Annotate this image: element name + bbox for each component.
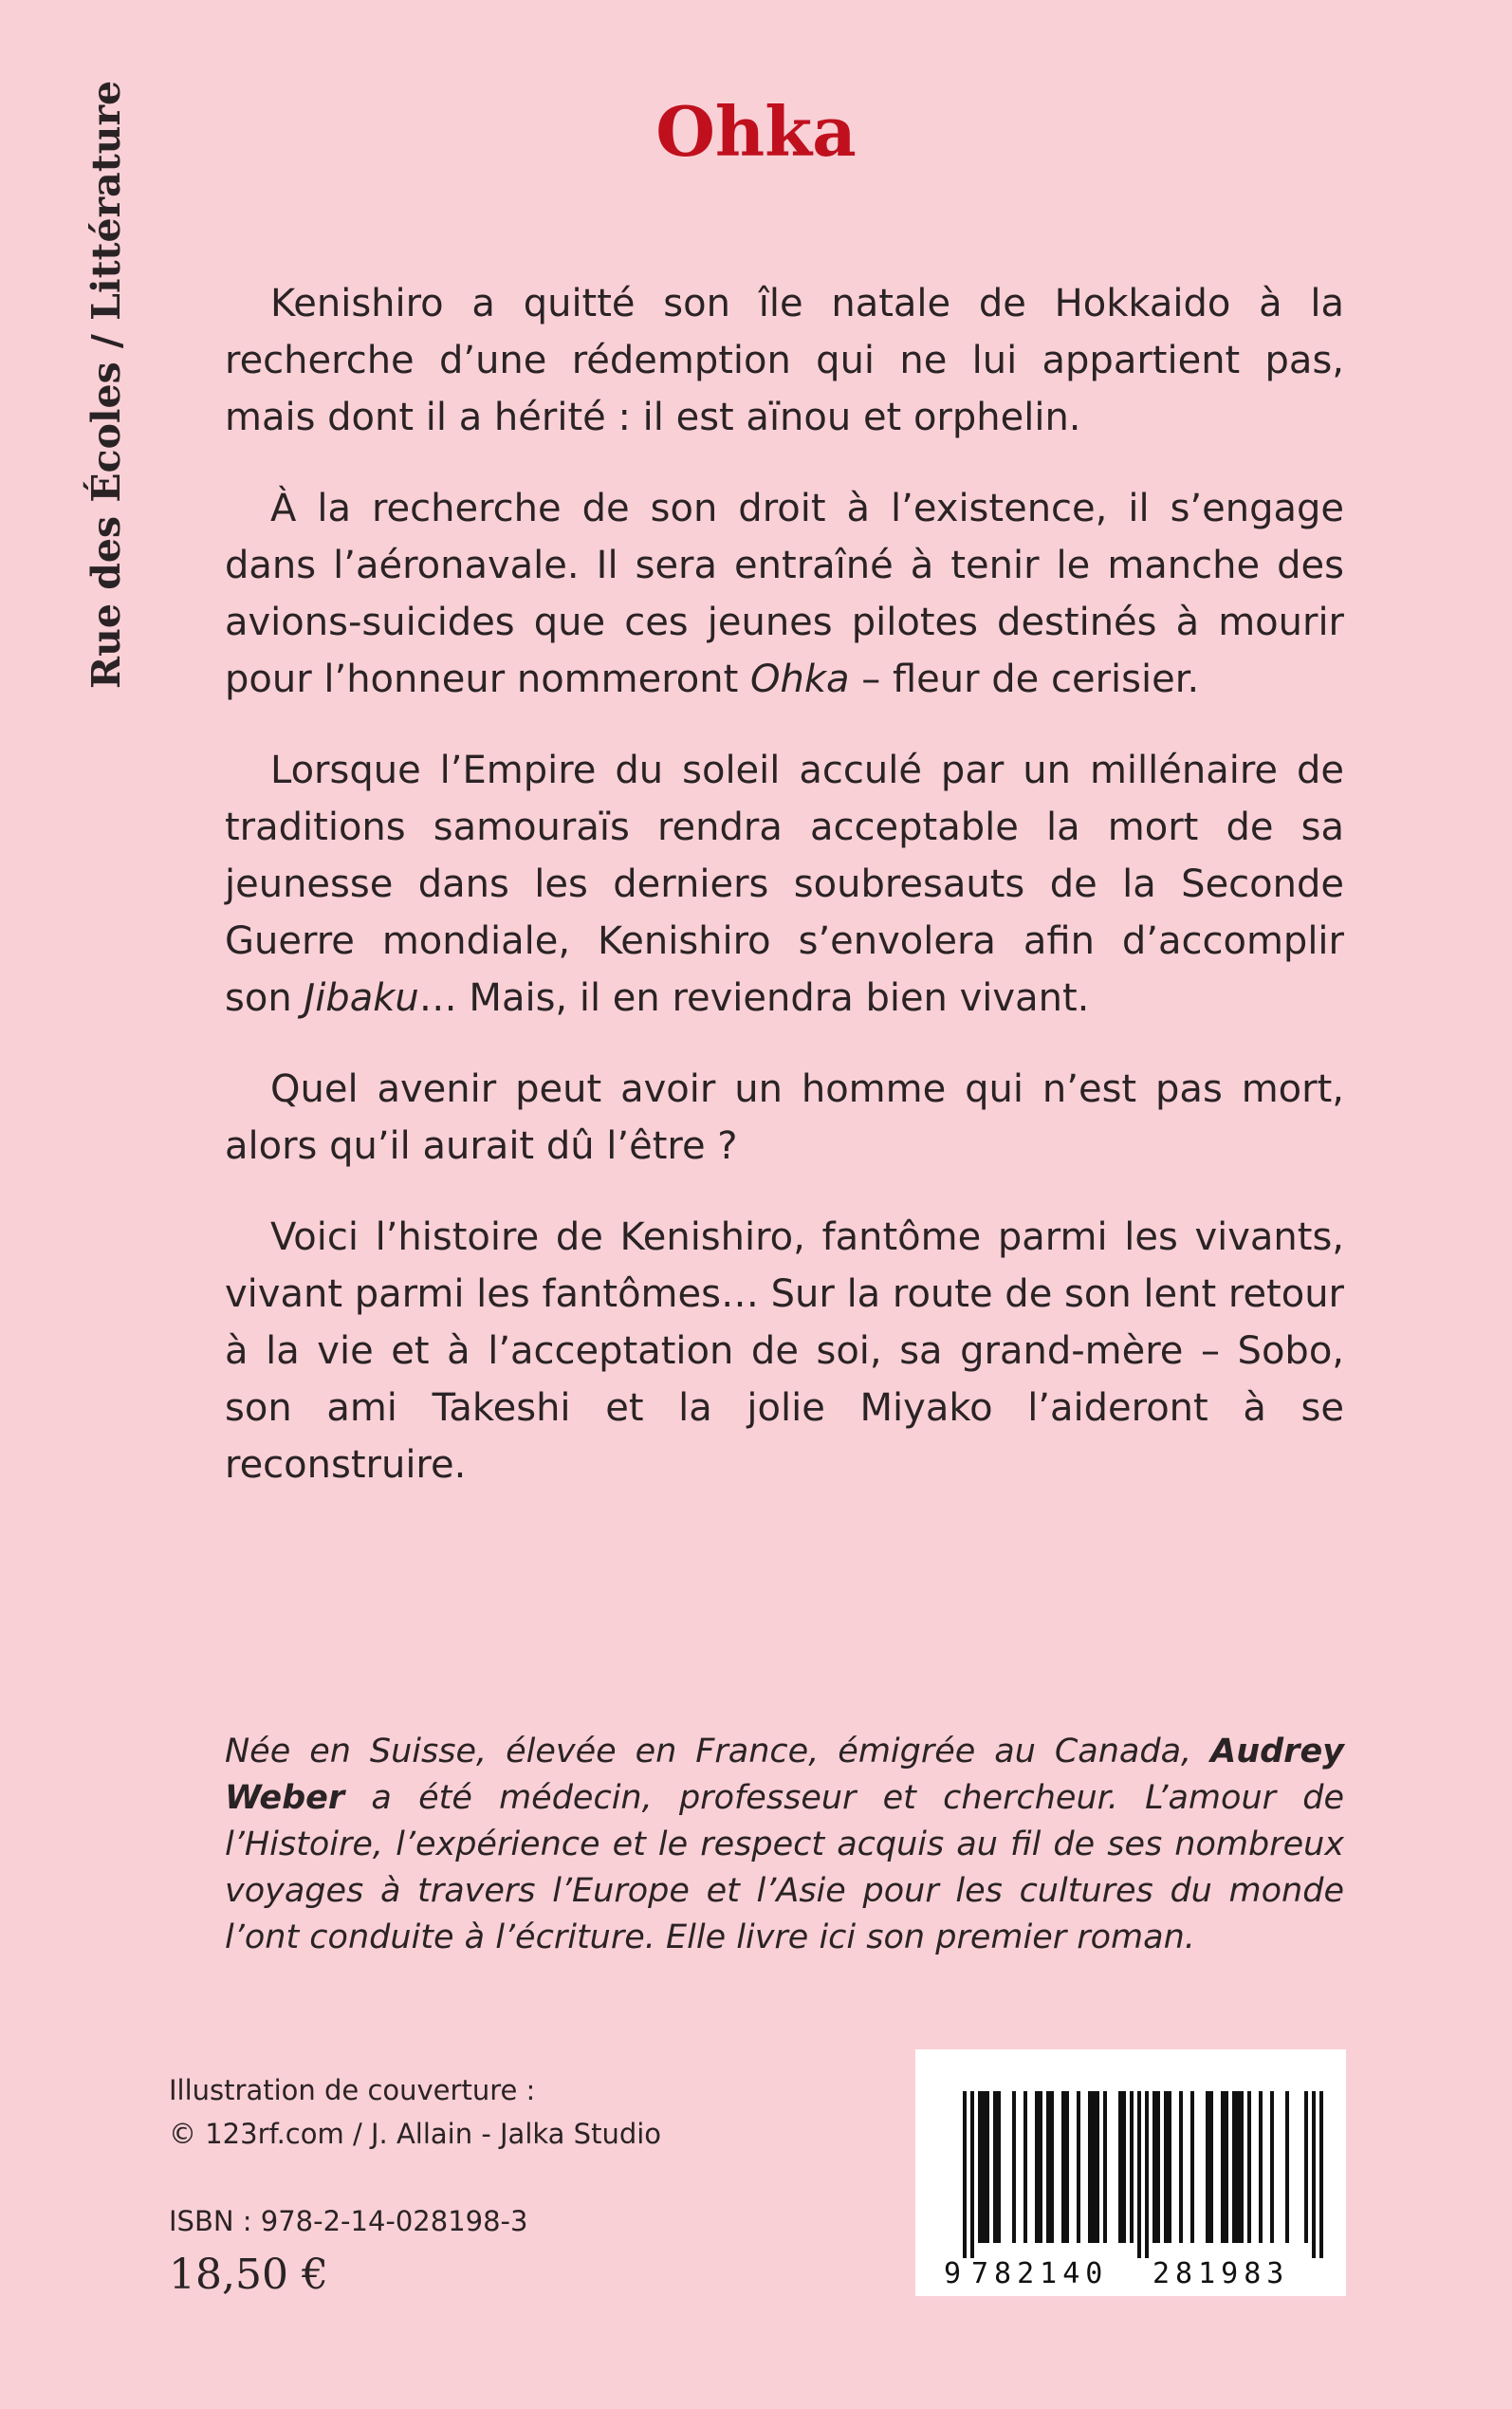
barcode-guard-bar xyxy=(1137,2091,1141,2258)
barcode-bar xyxy=(1061,2091,1065,2243)
barcode xyxy=(915,2049,1346,2296)
barcode-bar xyxy=(1039,2091,1042,2243)
barcode-bar xyxy=(1096,2091,1099,2243)
barcode-bar xyxy=(1270,2091,1274,2243)
barcode-bar xyxy=(1179,2091,1183,2243)
blurb xyxy=(225,275,1344,1528)
barcode-bar xyxy=(1122,2091,1126,2243)
barcode-bar xyxy=(1023,2091,1027,2243)
barcode-bar xyxy=(1012,2091,1016,2243)
barcode-bar xyxy=(1285,2091,1289,2243)
barcode-bars xyxy=(963,2091,1323,2258)
barcode-bar xyxy=(1304,2091,1308,2243)
barcode-guard-bar xyxy=(1319,2091,1323,2258)
barcode-bar xyxy=(1247,2091,1251,2243)
barcode-bar xyxy=(1077,2091,1080,2243)
barcode-bar xyxy=(1035,2091,1039,2243)
barcode-bar xyxy=(1168,2091,1171,2243)
book-title: Ohka xyxy=(655,91,857,172)
barcode-bar xyxy=(982,2091,986,2243)
barcode-guard-bar xyxy=(970,2091,974,2258)
credits-line: © 123rf.com / J. Allain - Jalka Studio xyxy=(169,2118,662,2150)
barcode-bar xyxy=(1050,2091,1054,2243)
barcode-bar xyxy=(978,2091,982,2243)
barcode-bar xyxy=(1259,2091,1263,2243)
author-name: Audrey Weber xyxy=(225,1733,1344,1817)
barcode-bar xyxy=(1088,2091,1092,2243)
barcode-bar xyxy=(1092,2091,1096,2243)
blurb-paragraph: Quel avenir peut avoir un homme qui n’est pas mort, alors qu’il aurait dû l’être ? xyxy=(225,1067,1344,1168)
barcode-digits-left: 782140 xyxy=(971,2257,1109,2290)
barcode-bar xyxy=(1152,2091,1156,2243)
barcode-bar xyxy=(1225,2091,1228,2243)
barcode-bar xyxy=(1118,2091,1122,2243)
barcode-bar xyxy=(1221,2091,1225,2243)
barcode-bar xyxy=(1164,2091,1168,2243)
isbn: ISBN : 978-2-14-028198-3 xyxy=(169,2205,528,2237)
barcode-bar xyxy=(1190,2091,1194,2243)
barcode-bar xyxy=(1046,2091,1050,2243)
blurb-paragraph: Voici l’histoire de Kenishiro, fantôme parmi les vivants, vivant parmi les fantômes… Sur la route de son lent retour à la vie et à l’acceptation de soi, sa grand-mère – Sobo, son ami Takeshi et la jolie Miyako l’aideront à se reconstruire. xyxy=(225,1215,1344,1487)
barcode-digit-first: 9 xyxy=(944,2257,962,2290)
barcode-bar xyxy=(1156,2091,1160,2243)
barcode-bar xyxy=(997,2091,1001,2243)
blurb-paragraph: Kenishiro a quitté son île natale de Hokkaido à la recherche d’une rédemption qui ne lui appartient pas, mais dont il a hérité : il est aïnou et orphelin. xyxy=(225,282,1344,439)
barcode-bar xyxy=(1206,2091,1209,2243)
barcode-bar xyxy=(1232,2091,1236,2243)
price: 18,50 € xyxy=(169,2251,328,2299)
barcode-bar xyxy=(1065,2091,1069,2243)
barcode-bar xyxy=(993,2091,997,2243)
blurb-paragraph: Lorsque l’Empire du soleil acculé par un millénaire de traditions samouraïs rendra acceptable la mort de sa jeunesse dans les derniers soubresauts de la Seconde Guerre mondiale, Kenishiro s’envolera afin d’accomplir son Jibaku… Mais, il en reviendra bien vivant. xyxy=(225,749,1344,1020)
barcode-bar xyxy=(1240,2091,1244,2243)
barcode-bar xyxy=(1209,2091,1213,2243)
spine-imprint xyxy=(78,80,135,689)
barcode-graphic xyxy=(915,2049,1346,2296)
blurb-paragraph: À la recherche de son droit à l’existence, il s’engage dans l’aéronavale. Il sera entraîné à tenir le manche des avions-suicides que ces jeunes pilotes destinés à mourir pour l’honneur nommeront Ohka – fleur de cerisier. xyxy=(225,487,1344,701)
barcode-guard-bar xyxy=(1145,2091,1149,2258)
barcode-guard-bar xyxy=(1312,2091,1316,2258)
credits-line: Illustration de couverture : xyxy=(169,2074,536,2106)
barcode-bar xyxy=(1130,2091,1134,2243)
barcode-bar xyxy=(1236,2091,1240,2243)
cover-credits xyxy=(169,2068,661,2156)
barcode-bar xyxy=(1103,2091,1107,2243)
barcode-guard-bar xyxy=(963,2091,967,2258)
barcode-digits-right: 281983 xyxy=(1152,2257,1290,2290)
barcode-bar xyxy=(986,2091,989,2243)
author-bio: Née en Suisse, élevée en France, émigrée au Canada, Audrey Weber a été médecin, professeur et chercheur. L’amour de l’Histoire, l’expérience et le respect acquis au fil de ses nombreux voyages à travers l’Europe et l’Asie pour les cultures du monde l’ont conduite à l’écriture. Elle livre ici son premier roman. xyxy=(225,1733,1344,1956)
imprint-label: Rue des Écoles / Littérature xyxy=(83,80,129,689)
